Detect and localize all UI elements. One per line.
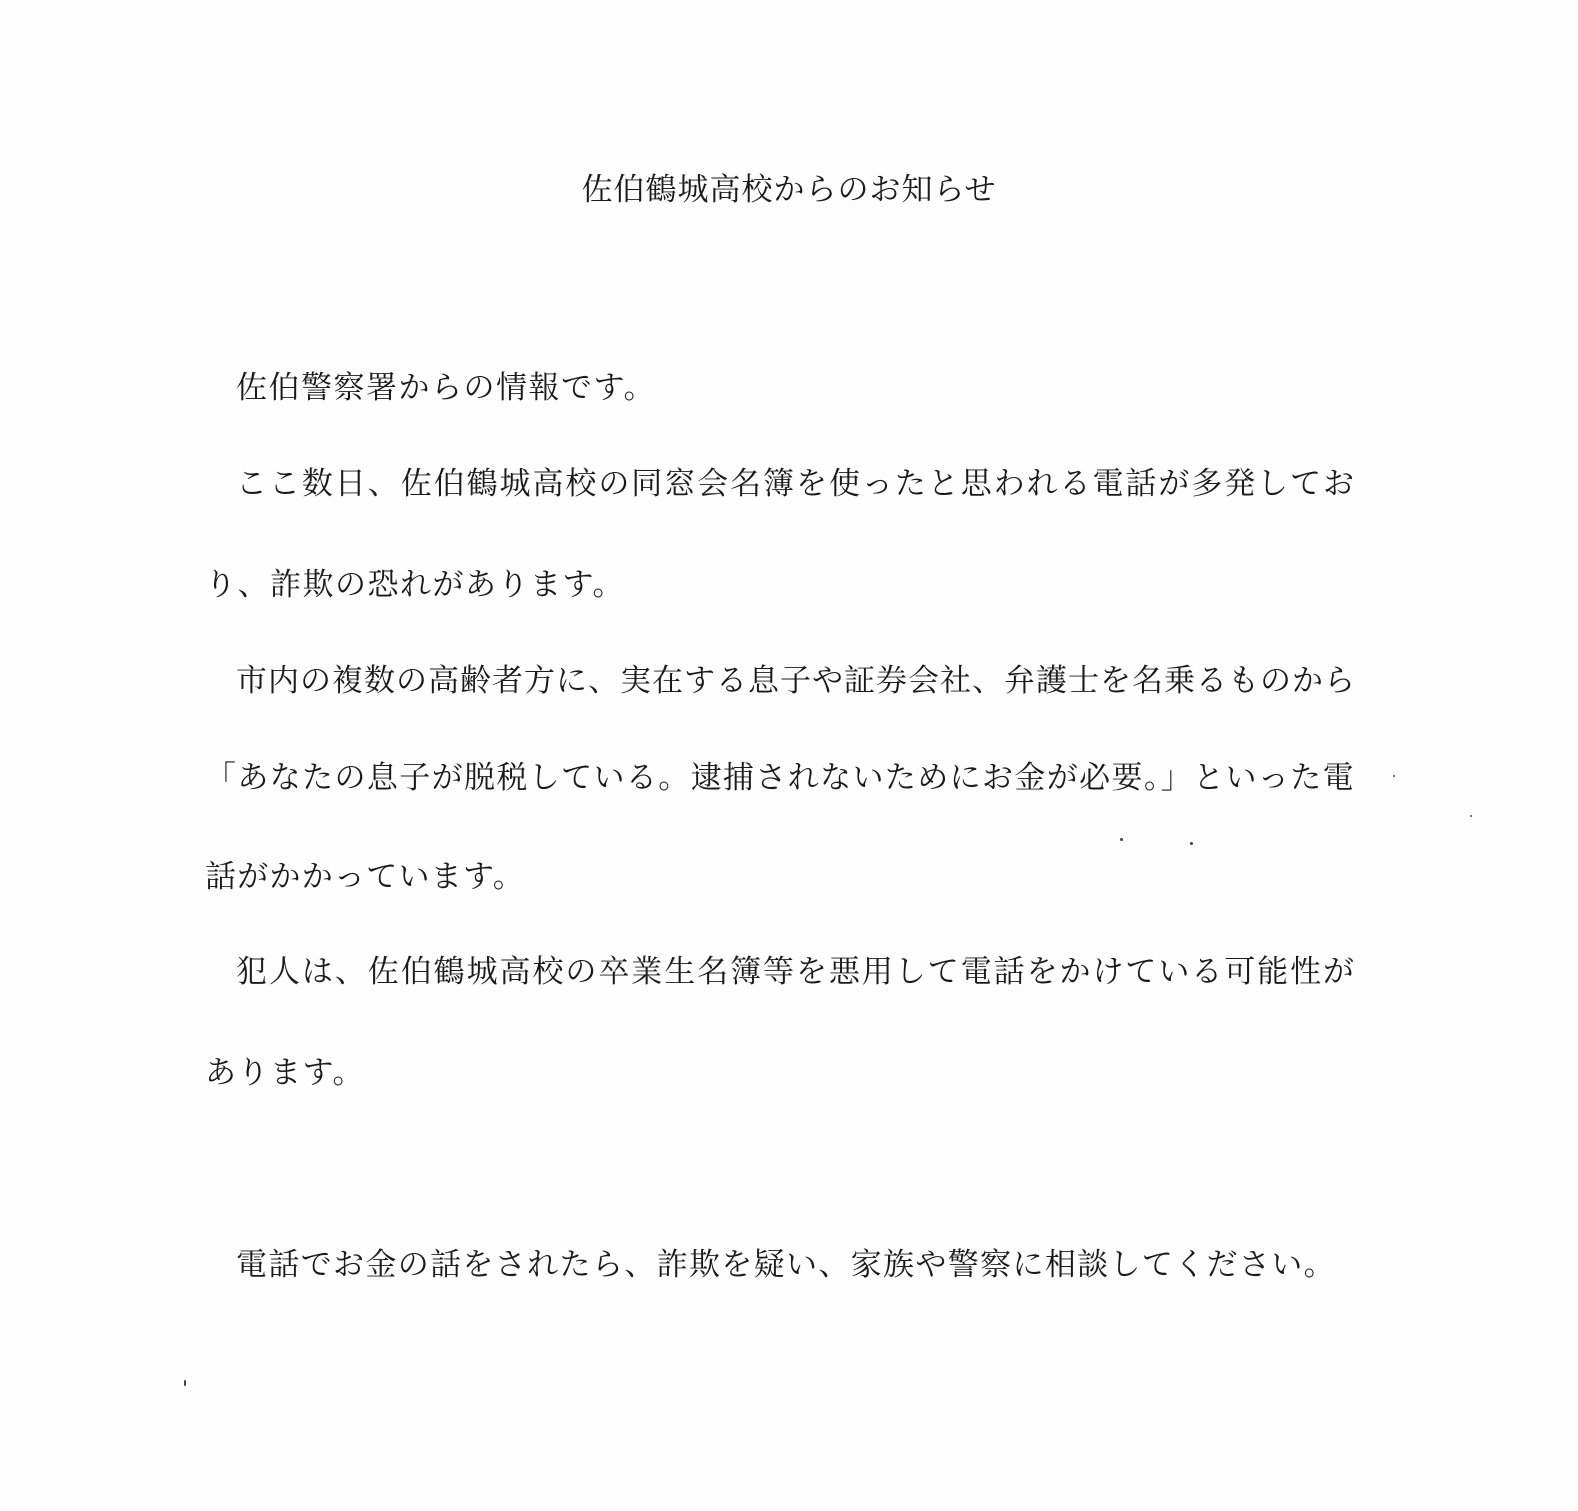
body-line-6: 話がかかっています。 [205, 859, 525, 895]
body-line-1: 佐伯警察署からの情報です。 [236, 370, 656, 406]
body-line-4: 市内の複数の高齢者方に、実在する息子や証券会社、弁護士を名乗るものから [236, 663, 1356, 699]
scan-speck [1470, 815, 1472, 817]
body-line-7: 犯人は、佐伯鶴城高校の卒業生名簿等を悪用して電話をかけている可能性が [236, 954, 1356, 990]
document-title: 佐伯鶴城高校からのお知らせ [581, 172, 997, 208]
scan-speck [184, 1380, 186, 1386]
body-line-3: り、詐欺の恐れがあります。 [205, 567, 625, 603]
body-line-2: ここ数日、佐伯鶴城高校の同窓会名簿を使ったと思われる電話が多発してお [236, 466, 1356, 502]
body-line-5: 「あなたの息子が脱税している。逮捕されないためにお金が必要。」といった電 [205, 760, 1355, 796]
scan-speck [1120, 838, 1123, 841]
body-line-8: あります。 [205, 1055, 365, 1091]
scan-speck [1190, 842, 1193, 845]
scan-speck [1393, 775, 1395, 777]
body-line-9: 電話でお金の話をされたら、詐欺を疑い、家族や警察に相談してください。 [236, 1247, 1336, 1283]
